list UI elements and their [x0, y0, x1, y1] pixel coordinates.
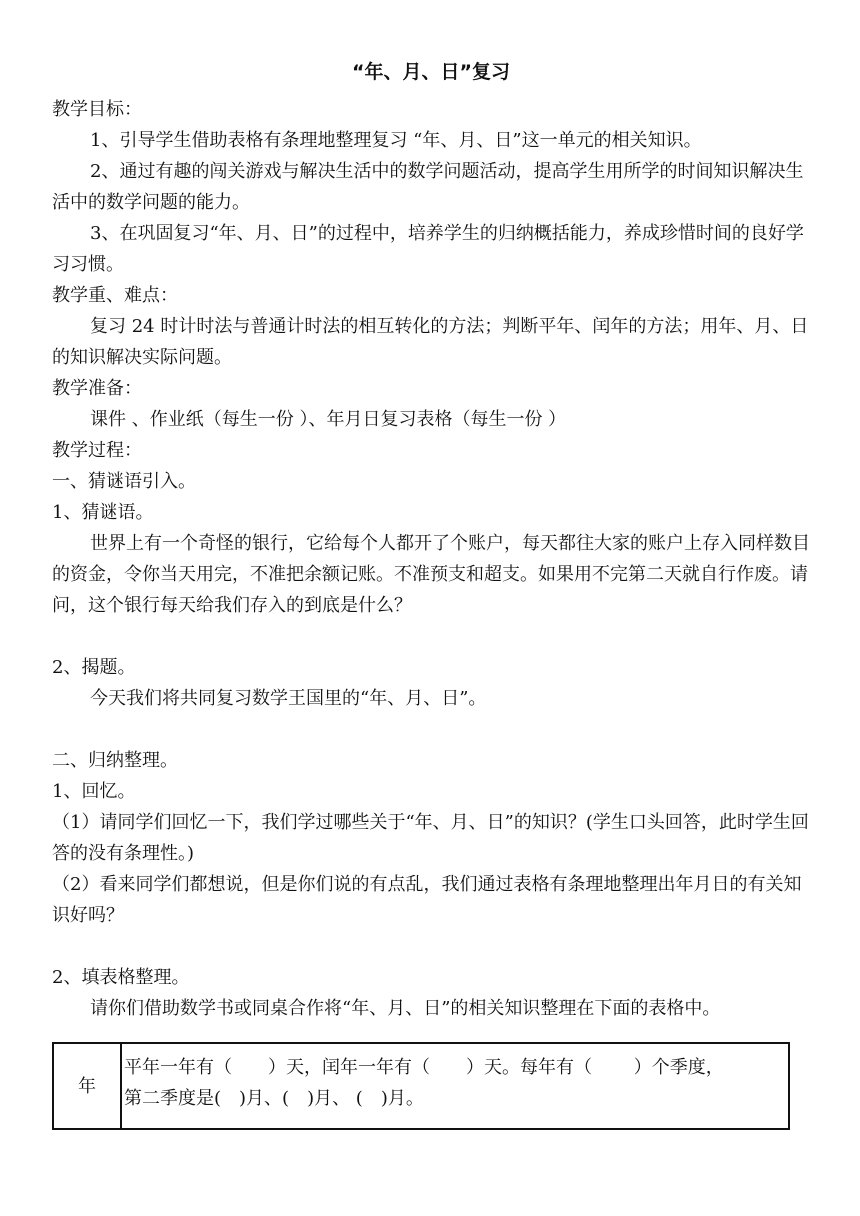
part1-step1: 1、猜谜语。 [52, 502, 154, 523]
table-row [53, 1043, 789, 1129]
part2-step1: 1、回忆。 [52, 781, 136, 802]
objective-2: 2、通过有趣的闯关游戏与解决生活中的数学问题活动，提高学生用所学的时间知识解决生活中的数学问题的能力。 [52, 161, 804, 213]
year-line-2: 第二季度是( )月、( )月、 ( )月。 [124, 1088, 424, 1109]
year-line-1: 平年一年有（ ）天，闰年一年有（ ）天。每年有（ ）个季度， [124, 1057, 724, 1078]
part2-heading: 二、归纳整理。 [52, 750, 178, 771]
document-title: “年、月、日”复习 [352, 61, 510, 83]
spacer [52, 714, 810, 745]
spacer [52, 621, 810, 652]
objective-3: 3、在巩固复习“年、月、日”的过程中，培养学生的归纳概括能力，养成珍惜时间的良好学习习惯。 [52, 223, 804, 275]
key-points-text: 复习 24 时计时法与普通计时法的相互转化的方法；判断平年、闰年的方法；用年、月、日的知识解决实际问题。 [52, 316, 809, 368]
part2-step2: 2、填表格整理。 [52, 967, 190, 988]
recall-question-1: （1）请同学们回忆一下，我们学过哪些关于“年、月、日”的知识？(学生口头回答，此时学生回答的没有条理性。) [52, 812, 809, 864]
key-points-heading: 教学重、难点： [52, 285, 178, 306]
part1-heading: 一、猜谜语引入。 [52, 471, 196, 492]
process-heading: 教学过程： [52, 440, 142, 461]
row-label-year: 年 [53, 1043, 121, 1129]
preparation-text: 课件 、作业纸（每生一份 ）、年月日复习表格（每生一份 ） [90, 409, 567, 430]
objectives-heading: 教学目标： [52, 99, 142, 120]
fill-instruction: 请你们借助数学书或同桌合作将“年、月、日”的相关知识整理在下面的表格中。 [90, 998, 721, 1019]
riddle-text: 世界上有一个奇怪的银行，它给每个人都开了个账户，每天都往大家的账户上存入同样数目的资金，令你当天用完，不准把余额记账。不准预支和超支。如果用不完第二天就自行作废。请问，这个银行每天给我们存入的到底是什么？ [52, 533, 810, 616]
objective-1: 1、引导学生借助表格有条理地整理复习 “年、月、日”这一单元的相关知识。 [90, 130, 702, 151]
preparation-heading: 教学准备： [52, 378, 142, 399]
reveal-text: 今天我们将共同复习数学王国里的“年、月、日”。 [90, 688, 487, 709]
review-table [52, 1042, 790, 1130]
part1-step2: 2、揭题。 [52, 657, 136, 678]
document-page [52, 52, 810, 1130]
spacer [52, 931, 810, 962]
year-knowledge-cell [121, 1043, 789, 1129]
recall-question-2: （2）看来同学们都想说，但是你们说的有点乱，我们通过表格有条理地整理出年月日的有关知识好吗？ [52, 874, 802, 926]
